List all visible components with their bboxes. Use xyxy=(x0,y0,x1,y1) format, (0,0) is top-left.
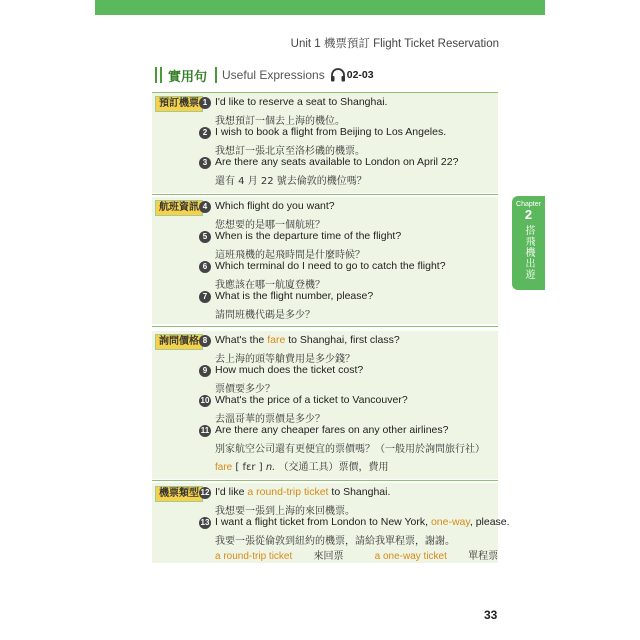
sentence-zh: 還有 4 月 22 號去倫敦的機位嗎？ xyxy=(215,176,367,187)
chapter-tab xyxy=(512,196,545,290)
item-number: 7 xyxy=(199,291,211,303)
item-number: 8 xyxy=(199,335,211,347)
category-label: 詢問價格 xyxy=(155,334,203,350)
highlight-word: one-way xyxy=(430,516,470,528)
sentence-en: I'd like a round-trip ticket to Shanghai. xyxy=(215,486,391,498)
sentence-en: How much does the ticket cost? xyxy=(215,364,364,376)
vocab-word: a one-way ticket xyxy=(374,551,447,562)
sentence-en: Are there any cheaper fares on any other airlines? xyxy=(215,424,449,436)
category-label: 航班資訊 xyxy=(155,200,203,216)
sentence-en: Are there any seats available to London on April 22? xyxy=(215,156,459,168)
item-number: 13 xyxy=(200,518,210,527)
sentence-zh: 我想預訂一個去上海的機位。 xyxy=(215,116,345,127)
vocab-gloss: 來回票 xyxy=(313,551,344,562)
sentence-en: What's the fare to Shanghai, first class? xyxy=(215,334,400,346)
sentence-zh: 這班飛機的起飛時間是什麼時候？ xyxy=(215,250,365,261)
sentence-zh: 去溫哥華的票價是多少？ xyxy=(215,414,325,425)
category-label: 機票類型 xyxy=(155,486,203,502)
vocab-gloss: 單程票 xyxy=(468,551,499,562)
divider xyxy=(152,326,498,327)
sentence-zh: 別家航空公司還有更便宜的票價嗎？（一般用於詢問旅行社） xyxy=(215,444,485,455)
sentence-zh: 您想要的是哪一個航班？ xyxy=(215,220,325,231)
vocab-word: fare xyxy=(215,462,233,473)
section-divider xyxy=(215,67,217,83)
sentence-en: Which flight do you want? xyxy=(215,200,335,212)
vocab-note xyxy=(215,547,498,562)
item-number: 2 xyxy=(199,127,211,139)
item-number: 4 xyxy=(199,201,211,213)
category-label: 預訂機票 xyxy=(155,96,203,112)
sentence-en: I wish to book a flight from Beijing to Los Angeles. xyxy=(215,126,447,138)
item-number: 6 xyxy=(199,261,211,273)
divider xyxy=(152,194,498,195)
vocab-pos: n. xyxy=(265,462,276,473)
sentence-en: I want a flight ticket from London to New York, one-way, please. xyxy=(215,516,510,528)
vocab-word: a round-trip ticket xyxy=(215,551,293,562)
chapter-label: Chapter xyxy=(516,201,541,208)
top-color-bar xyxy=(95,0,545,15)
sentence-zh: 請問班機代碼是多少？ xyxy=(215,310,315,321)
vocab-phonetic: [ fɛr ] xyxy=(235,462,263,473)
section-title-en: Useful Expressions xyxy=(222,68,325,82)
chapter-number: 2 xyxy=(524,207,533,222)
item-number: 1 xyxy=(199,97,211,109)
divider xyxy=(152,92,498,93)
audio-track-number: 02-03 xyxy=(346,69,374,81)
chapter-title: 搭飛機出遊 xyxy=(523,225,534,280)
sentence-zh: 去上海的頭等艙費用是多少錢？ xyxy=(215,354,355,365)
vocab-gloss: （交通工具）票價，費用 xyxy=(278,462,389,473)
item-number: 12 xyxy=(200,488,210,497)
section-title xyxy=(155,65,374,85)
sentence-zh: 我想訂一張北京至洛杉磯的機票。 xyxy=(215,146,365,157)
item-number: 3 xyxy=(199,157,211,169)
sentence-en: What's the price of a ticket to Vancouver? xyxy=(215,394,408,406)
sentence-zh: 我想要一張到上海的來回機票。 xyxy=(215,506,355,517)
headphones-icon xyxy=(330,68,346,82)
sentence-zh: 票價要多少？ xyxy=(215,384,275,395)
sentence-en: What is the flight number, please? xyxy=(215,290,374,302)
item-number: 10 xyxy=(200,396,210,405)
sentence-zh: 我要一張從倫敦到紐約的機票，請給我單程票，謝謝。 xyxy=(215,536,455,547)
section-title-zh: 實用句 xyxy=(168,69,208,85)
sentence-en: When is the departure time of the flight? xyxy=(215,230,402,242)
page-number: 33 xyxy=(484,608,498,622)
item-number: 5 xyxy=(199,231,211,243)
sentence-zh: 我應該在哪一航廈登機？ xyxy=(215,280,325,291)
item-number: 11 xyxy=(200,426,210,435)
highlight-word: fare xyxy=(267,334,286,346)
running-head: Unit 1 機票預訂 Flight Ticket Reservation xyxy=(290,38,499,50)
item-number: 9 xyxy=(199,365,211,377)
divider xyxy=(152,480,498,481)
section-bars xyxy=(155,67,162,83)
highlight-word: a round-trip ticket xyxy=(247,486,329,498)
vocab-note xyxy=(215,458,389,473)
sentence-en: Which terminal do I need to go to catch the flight? xyxy=(215,260,446,272)
sentence-en: I'd like to reserve a seat to Shanghai. xyxy=(215,96,388,108)
